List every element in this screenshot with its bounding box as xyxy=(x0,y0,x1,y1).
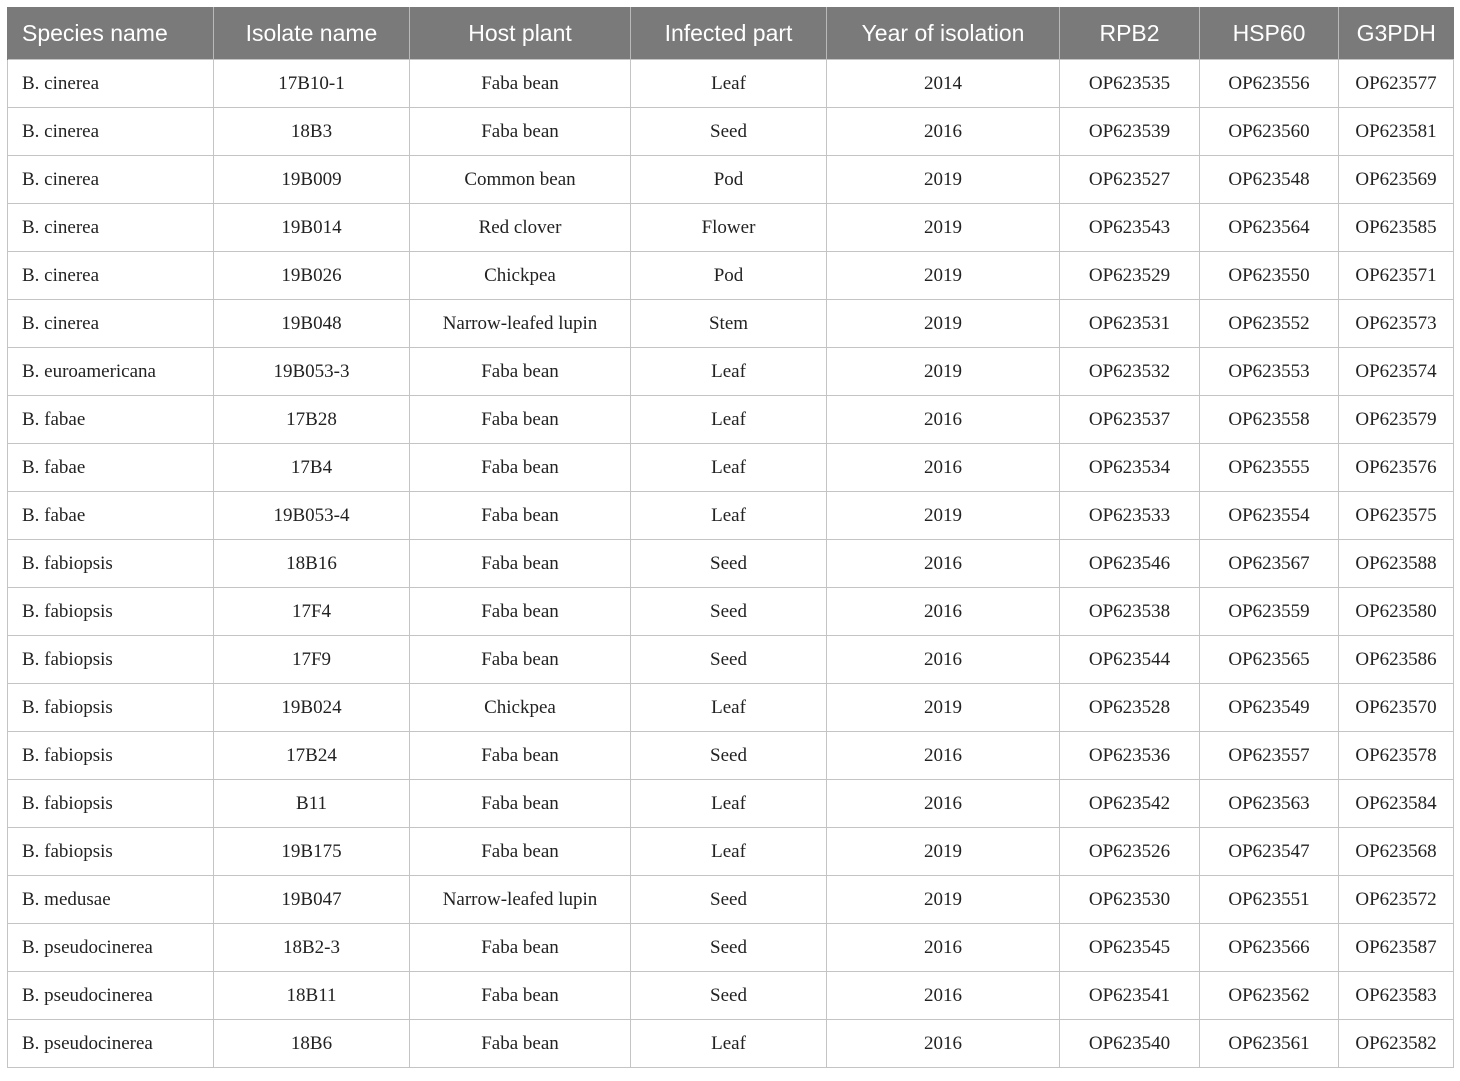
infected-part-cell: Seed xyxy=(631,876,827,924)
g3pdh-accession-cell: OP623580 xyxy=(1339,588,1454,636)
hsp60-accession-cell: OP623548 xyxy=(1200,156,1339,204)
year-cell: 2016 xyxy=(827,1020,1060,1068)
isolate-cell: 17B10-1 xyxy=(214,60,410,108)
species-cell: B. euroamericana xyxy=(8,348,214,396)
species-cell: B. pseudocinerea xyxy=(8,924,214,972)
hsp60-accession-cell: OP623567 xyxy=(1200,540,1339,588)
year-cell: 2016 xyxy=(827,444,1060,492)
species-cell: B. cinerea xyxy=(8,156,214,204)
species-cell: B. fabiopsis xyxy=(8,540,214,588)
rpb2-accession-cell: OP623532 xyxy=(1060,348,1200,396)
table-row xyxy=(8,108,1454,156)
host-plant-cell: Faba bean xyxy=(410,348,631,396)
isolates-table-container xyxy=(7,7,1453,1068)
species-cell: B. fabae xyxy=(8,396,214,444)
isolate-cell: 17B28 xyxy=(214,396,410,444)
host-plant-cell: Faba bean xyxy=(410,1020,631,1068)
year-cell: 2016 xyxy=(827,636,1060,684)
table-row xyxy=(8,396,1454,444)
isolate-cell: 17B24 xyxy=(214,732,410,780)
infected-part-cell: Seed xyxy=(631,588,827,636)
isolate-cell: 19B024 xyxy=(214,684,410,732)
g3pdh-accession-cell: OP623582 xyxy=(1339,1020,1454,1068)
species-cell: B. pseudocinerea xyxy=(8,972,214,1020)
species-cell: B. fabae xyxy=(8,492,214,540)
species-cell: B. fabiopsis xyxy=(8,684,214,732)
table-row xyxy=(8,60,1454,108)
infected-part-cell: Pod xyxy=(631,252,827,300)
table-row xyxy=(8,492,1454,540)
host-plant-cell: Chickpea xyxy=(410,684,631,732)
table-row xyxy=(8,780,1454,828)
rpb2-accession-cell: OP623539 xyxy=(1060,108,1200,156)
rpb2-accession-cell: OP623537 xyxy=(1060,396,1200,444)
infected-part-cell: Flower xyxy=(631,204,827,252)
isolate-cell: 18B6 xyxy=(214,1020,410,1068)
table-row xyxy=(8,972,1454,1020)
g3pdh-accession-cell: OP623583 xyxy=(1339,972,1454,1020)
table-body xyxy=(8,60,1454,1068)
host-plant-cell: Common bean xyxy=(410,156,631,204)
g3pdh-accession-cell: OP623571 xyxy=(1339,252,1454,300)
year-cell: 2014 xyxy=(827,60,1060,108)
table-row xyxy=(8,252,1454,300)
g3pdh-accession-cell: OP623568 xyxy=(1339,828,1454,876)
isolate-cell: 17F9 xyxy=(214,636,410,684)
infected-part-cell: Seed xyxy=(631,108,827,156)
species-cell: B. pseudocinerea xyxy=(8,1020,214,1068)
year-cell: 2016 xyxy=(827,540,1060,588)
infected-part-cell: Leaf xyxy=(631,348,827,396)
header-infected-part: Infected part xyxy=(631,7,827,60)
host-plant-cell: Faba bean xyxy=(410,636,631,684)
isolate-cell: 19B048 xyxy=(214,300,410,348)
host-plant-cell: Red clover xyxy=(410,204,631,252)
table-row xyxy=(8,156,1454,204)
g3pdh-accession-cell: OP623572 xyxy=(1339,876,1454,924)
host-plant-cell: Faba bean xyxy=(410,732,631,780)
hsp60-accession-cell: OP623564 xyxy=(1200,204,1339,252)
hsp60-accession-cell: OP623565 xyxy=(1200,636,1339,684)
g3pdh-accession-cell: OP623569 xyxy=(1339,156,1454,204)
header-year-of-isolation: Year of isolation xyxy=(827,7,1060,60)
species-cell: B. cinerea xyxy=(8,60,214,108)
host-plant-cell: Faba bean xyxy=(410,972,631,1020)
table-row xyxy=(8,1020,1454,1068)
rpb2-accession-cell: OP623538 xyxy=(1060,588,1200,636)
rpb2-accession-cell: OP623526 xyxy=(1060,828,1200,876)
isolate-cell: 19B047 xyxy=(214,876,410,924)
hsp60-accession-cell: OP623554 xyxy=(1200,492,1339,540)
g3pdh-accession-cell: OP623577 xyxy=(1339,60,1454,108)
year-cell: 2019 xyxy=(827,252,1060,300)
hsp60-accession-cell: OP623550 xyxy=(1200,252,1339,300)
table-header xyxy=(8,7,1454,60)
hsp60-accession-cell: OP623547 xyxy=(1200,828,1339,876)
infected-part-cell: Leaf xyxy=(631,684,827,732)
g3pdh-accession-cell: OP623574 xyxy=(1339,348,1454,396)
header-isolate-name: Isolate name xyxy=(214,7,410,60)
year-cell: 2016 xyxy=(827,972,1060,1020)
hsp60-accession-cell: OP623561 xyxy=(1200,1020,1339,1068)
species-cell: B. fabiopsis xyxy=(8,828,214,876)
isolate-cell: 19B175 xyxy=(214,828,410,876)
isolate-cell: B11 xyxy=(214,780,410,828)
isolate-cell: 19B014 xyxy=(214,204,410,252)
host-plant-cell: Narrow-leafed lupin xyxy=(410,300,631,348)
g3pdh-accession-cell: OP623588 xyxy=(1339,540,1454,588)
year-cell: 2019 xyxy=(827,300,1060,348)
header-species-name: Species name xyxy=(8,7,214,60)
isolate-cell: 19B053-4 xyxy=(214,492,410,540)
rpb2-accession-cell: OP623544 xyxy=(1060,636,1200,684)
species-cell: B. fabiopsis xyxy=(8,636,214,684)
isolate-cell: 18B3 xyxy=(214,108,410,156)
year-cell: 2019 xyxy=(827,684,1060,732)
year-cell: 2019 xyxy=(827,876,1060,924)
hsp60-accession-cell: OP623559 xyxy=(1200,588,1339,636)
year-cell: 2016 xyxy=(827,588,1060,636)
header-rpb2: RPB2 xyxy=(1060,7,1200,60)
table-row xyxy=(8,684,1454,732)
species-cell: B. medusae xyxy=(8,876,214,924)
hsp60-accession-cell: OP623556 xyxy=(1200,60,1339,108)
table-row xyxy=(8,540,1454,588)
g3pdh-accession-cell: OP623587 xyxy=(1339,924,1454,972)
infected-part-cell: Pod xyxy=(631,156,827,204)
g3pdh-accession-cell: OP623578 xyxy=(1339,732,1454,780)
rpb2-accession-cell: OP623540 xyxy=(1060,1020,1200,1068)
host-plant-cell: Faba bean xyxy=(410,60,631,108)
rpb2-accession-cell: OP623529 xyxy=(1060,252,1200,300)
infected-part-cell: Leaf xyxy=(631,828,827,876)
table-row xyxy=(8,588,1454,636)
rpb2-accession-cell: OP623536 xyxy=(1060,732,1200,780)
species-cell: B. cinerea xyxy=(8,204,214,252)
species-cell: B. fabiopsis xyxy=(8,588,214,636)
species-cell: B. fabae xyxy=(8,444,214,492)
year-cell: 2019 xyxy=(827,156,1060,204)
host-plant-cell: Faba bean xyxy=(410,492,631,540)
g3pdh-accession-cell: OP623581 xyxy=(1339,108,1454,156)
g3pdh-accession-cell: OP623579 xyxy=(1339,396,1454,444)
hsp60-accession-cell: OP623549 xyxy=(1200,684,1339,732)
hsp60-accession-cell: OP623555 xyxy=(1200,444,1339,492)
table-row xyxy=(8,204,1454,252)
rpb2-accession-cell: OP623541 xyxy=(1060,972,1200,1020)
year-cell: 2016 xyxy=(827,780,1060,828)
isolate-cell: 19B009 xyxy=(214,156,410,204)
isolate-cell: 19B053-3 xyxy=(214,348,410,396)
hsp60-accession-cell: OP623552 xyxy=(1200,300,1339,348)
hsp60-accession-cell: OP623562 xyxy=(1200,972,1339,1020)
host-plant-cell: Faba bean xyxy=(410,828,631,876)
header-g3pdh: G3PDH xyxy=(1339,7,1454,60)
species-cell: B. fabiopsis xyxy=(8,732,214,780)
infected-part-cell: Seed xyxy=(631,540,827,588)
species-cell: B. cinerea xyxy=(8,300,214,348)
table-row xyxy=(8,828,1454,876)
infected-part-cell: Seed xyxy=(631,972,827,1020)
table-row xyxy=(8,636,1454,684)
table-row xyxy=(8,924,1454,972)
header-host-plant: Host plant xyxy=(410,7,631,60)
hsp60-accession-cell: OP623558 xyxy=(1200,396,1339,444)
isolates-table xyxy=(7,7,1454,1068)
hsp60-accession-cell: OP623560 xyxy=(1200,108,1339,156)
hsp60-accession-cell: OP623551 xyxy=(1200,876,1339,924)
infected-part-cell: Leaf xyxy=(631,60,827,108)
hsp60-accession-cell: OP623557 xyxy=(1200,732,1339,780)
year-cell: 2016 xyxy=(827,924,1060,972)
infected-part-cell: Stem xyxy=(631,300,827,348)
isolate-cell: 17F4 xyxy=(214,588,410,636)
g3pdh-accession-cell: OP623575 xyxy=(1339,492,1454,540)
header-row xyxy=(8,7,1454,60)
infected-part-cell: Seed xyxy=(631,636,827,684)
species-cell: B. cinerea xyxy=(8,252,214,300)
g3pdh-accession-cell: OP623584 xyxy=(1339,780,1454,828)
isolate-cell: 18B2-3 xyxy=(214,924,410,972)
table-row xyxy=(8,300,1454,348)
table-row xyxy=(8,876,1454,924)
g3pdh-accession-cell: OP623576 xyxy=(1339,444,1454,492)
rpb2-accession-cell: OP623545 xyxy=(1060,924,1200,972)
infected-part-cell: Leaf xyxy=(631,396,827,444)
rpb2-accession-cell: OP623543 xyxy=(1060,204,1200,252)
year-cell: 2019 xyxy=(827,204,1060,252)
rpb2-accession-cell: OP623531 xyxy=(1060,300,1200,348)
isolate-cell: 19B026 xyxy=(214,252,410,300)
host-plant-cell: Faba bean xyxy=(410,444,631,492)
table-row xyxy=(8,348,1454,396)
year-cell: 2016 xyxy=(827,396,1060,444)
g3pdh-accession-cell: OP623586 xyxy=(1339,636,1454,684)
host-plant-cell: Narrow-leafed lupin xyxy=(410,876,631,924)
header-hsp60: HSP60 xyxy=(1200,7,1339,60)
g3pdh-accession-cell: OP623573 xyxy=(1339,300,1454,348)
hsp60-accession-cell: OP623553 xyxy=(1200,348,1339,396)
rpb2-accession-cell: OP623546 xyxy=(1060,540,1200,588)
year-cell: 2016 xyxy=(827,108,1060,156)
infected-part-cell: Leaf xyxy=(631,780,827,828)
host-plant-cell: Faba bean xyxy=(410,108,631,156)
host-plant-cell: Faba bean xyxy=(410,924,631,972)
hsp60-accession-cell: OP623566 xyxy=(1200,924,1339,972)
hsp60-accession-cell: OP623563 xyxy=(1200,780,1339,828)
rpb2-accession-cell: OP623528 xyxy=(1060,684,1200,732)
host-plant-cell: Faba bean xyxy=(410,540,631,588)
infected-part-cell: Seed xyxy=(631,924,827,972)
rpb2-accession-cell: OP623535 xyxy=(1060,60,1200,108)
year-cell: 2016 xyxy=(827,732,1060,780)
isolate-cell: 18B11 xyxy=(214,972,410,1020)
rpb2-accession-cell: OP623534 xyxy=(1060,444,1200,492)
table-row xyxy=(8,444,1454,492)
year-cell: 2019 xyxy=(827,828,1060,876)
species-cell: B. fabiopsis xyxy=(8,780,214,828)
g3pdh-accession-cell: OP623570 xyxy=(1339,684,1454,732)
rpb2-accession-cell: OP623530 xyxy=(1060,876,1200,924)
host-plant-cell: Chickpea xyxy=(410,252,631,300)
infected-part-cell: Leaf xyxy=(631,1020,827,1068)
rpb2-accession-cell: OP623533 xyxy=(1060,492,1200,540)
isolate-cell: 17B4 xyxy=(214,444,410,492)
g3pdh-accession-cell: OP623585 xyxy=(1339,204,1454,252)
rpb2-accession-cell: OP623527 xyxy=(1060,156,1200,204)
infected-part-cell: Leaf xyxy=(631,492,827,540)
table-row xyxy=(8,732,1454,780)
host-plant-cell: Faba bean xyxy=(410,588,631,636)
infected-part-cell: Leaf xyxy=(631,444,827,492)
year-cell: 2019 xyxy=(827,348,1060,396)
year-cell: 2019 xyxy=(827,492,1060,540)
host-plant-cell: Faba bean xyxy=(410,396,631,444)
host-plant-cell: Faba bean xyxy=(410,780,631,828)
infected-part-cell: Seed xyxy=(631,732,827,780)
isolate-cell: 18B16 xyxy=(214,540,410,588)
species-cell: B. cinerea xyxy=(8,108,214,156)
rpb2-accession-cell: OP623542 xyxy=(1060,780,1200,828)
